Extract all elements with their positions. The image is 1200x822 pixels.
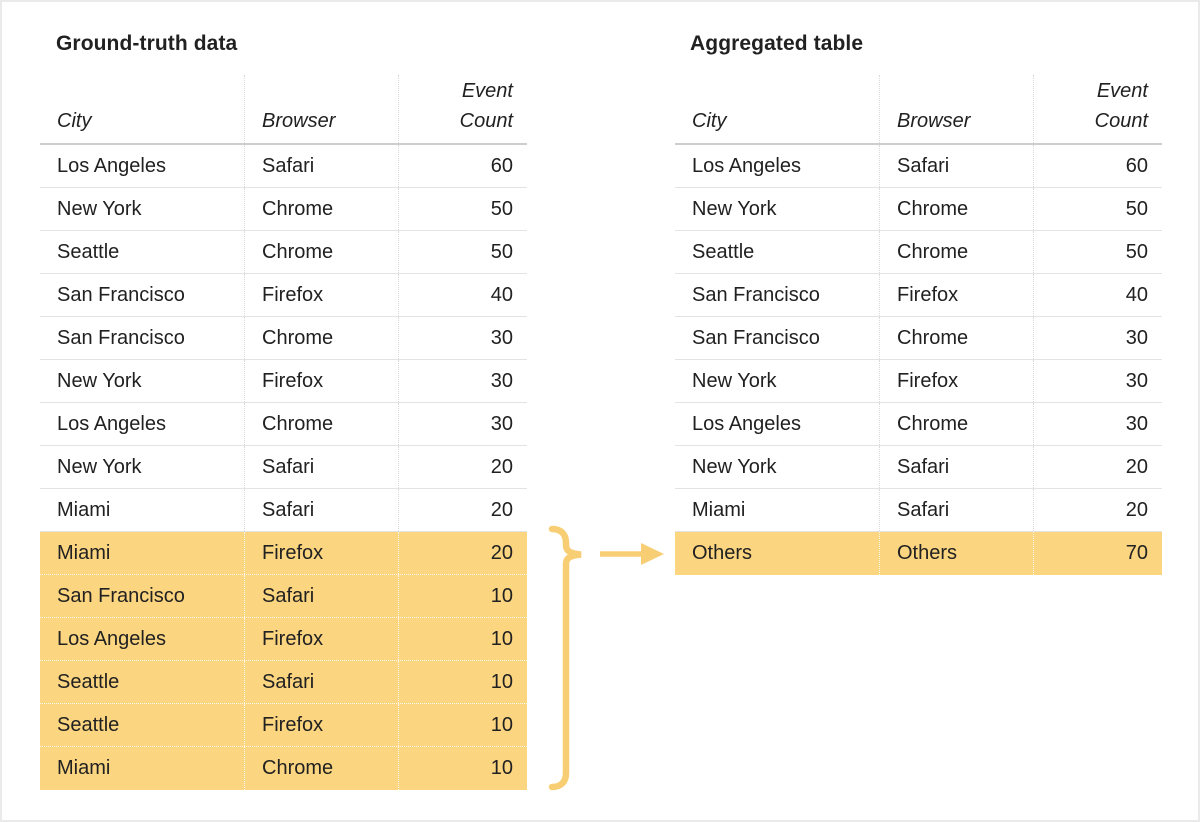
table-cell: 10 <box>490 627 513 650</box>
table-cell: 60 <box>490 154 513 177</box>
table-row-highlighted <box>40 532 527 575</box>
table-cell: San Francisco <box>40 274 245 316</box>
table-cell: Firefox <box>245 704 399 746</box>
brace-icon <box>548 525 586 791</box>
table-cell: New York <box>675 188 880 230</box>
table-cell: Seattle <box>40 661 245 703</box>
table-cell: 30 <box>1125 369 1148 392</box>
table-row <box>675 188 1162 231</box>
aggregated-title: Aggregated table <box>690 32 864 55</box>
column-header: City <box>675 75 880 143</box>
table-cell: 30 <box>490 326 513 349</box>
table-row <box>40 446 527 489</box>
table-row <box>675 317 1162 360</box>
table-cell: 20 <box>1125 498 1148 521</box>
table-cell: 30 <box>490 412 513 435</box>
table-header-row <box>675 75 1162 145</box>
table-cell: San Francisco <box>40 317 245 359</box>
table-cell: San Francisco <box>40 575 245 617</box>
table-cell: Miami <box>40 747 245 790</box>
table-row <box>40 188 527 231</box>
table-cell: Others <box>880 532 1034 575</box>
table-cell: 50 <box>490 197 513 220</box>
table-cell: 50 <box>1125 197 1148 220</box>
column-header: Browser <box>245 75 399 143</box>
table-cell: Los Angeles <box>40 618 245 660</box>
table-cell: Safari <box>245 446 399 488</box>
table-row <box>675 231 1162 274</box>
table-cell: San Francisco <box>675 274 880 316</box>
table-cell: Safari <box>880 145 1034 187</box>
table-row-highlighted <box>40 747 527 790</box>
table-cell: Firefox <box>245 274 399 316</box>
table-cell: Firefox <box>245 618 399 660</box>
table-cell: Others <box>675 532 880 575</box>
column-header: Event Count <box>1094 80 1148 132</box>
table-row <box>675 145 1162 188</box>
table-cell: 10 <box>490 713 513 736</box>
table-cell: 30 <box>1125 326 1148 349</box>
table-cell: Los Angeles <box>40 403 245 445</box>
table-cell: 20 <box>490 498 513 521</box>
column-header: Browser <box>880 75 1034 143</box>
table-row <box>40 489 527 532</box>
table-row-highlighted <box>40 575 527 618</box>
table-cell: Chrome <box>880 231 1034 273</box>
table-cell: Seattle <box>40 231 245 273</box>
table-cell: New York <box>675 360 880 402</box>
table-cell: San Francisco <box>675 317 880 359</box>
ground-truth-table <box>40 75 527 790</box>
table-row-highlighted <box>675 532 1162 575</box>
table-cell: Firefox <box>245 532 399 574</box>
table-row <box>40 317 527 360</box>
table-cell: Chrome <box>245 188 399 230</box>
table-row <box>675 489 1162 532</box>
arrow-right-icon <box>599 541 665 567</box>
table-cell: 30 <box>490 369 513 392</box>
table-cell: Seattle <box>675 231 880 273</box>
table-cell: Miami <box>40 489 245 531</box>
table-cell: Miami <box>40 532 245 574</box>
table-cell: 10 <box>490 670 513 693</box>
table-cell: Miami <box>675 489 880 531</box>
table-cell: 30 <box>1125 412 1148 435</box>
table-cell: 20 <box>1125 455 1148 478</box>
table-row <box>675 360 1162 403</box>
table-cell: Los Angeles <box>40 145 245 187</box>
table-cell: Chrome <box>245 747 399 790</box>
table-cell: Safari <box>245 489 399 531</box>
ground-truth-title: Ground-truth data <box>56 32 238 55</box>
table-cell: New York <box>40 446 245 488</box>
table-cell: New York <box>675 446 880 488</box>
table-row <box>675 403 1162 446</box>
table-cell: Los Angeles <box>675 145 880 187</box>
table-cell: 40 <box>1125 283 1148 306</box>
table-cell: 40 <box>490 283 513 306</box>
table-cell: 20 <box>490 455 513 478</box>
table-cell: Seattle <box>40 704 245 746</box>
table-cell: Chrome <box>245 317 399 359</box>
table-row-highlighted <box>40 618 527 661</box>
table-row <box>675 446 1162 489</box>
table-cell: 70 <box>1125 542 1148 564</box>
table-cell: Los Angeles <box>675 403 880 445</box>
table-cell: Chrome <box>245 231 399 273</box>
table-cell: Firefox <box>880 274 1034 316</box>
table-cell: Chrome <box>880 188 1034 230</box>
table-cell: Chrome <box>880 317 1034 359</box>
table-row <box>40 231 527 274</box>
table-row <box>40 145 527 188</box>
table-cell: 50 <box>1125 240 1148 263</box>
table-cell: Firefox <box>880 360 1034 402</box>
table-cell: Safari <box>880 489 1034 531</box>
table-cell: Chrome <box>880 403 1034 445</box>
table-header-row <box>40 75 527 145</box>
table-cell: Firefox <box>245 360 399 402</box>
table-cell: 10 <box>490 584 513 607</box>
column-header: City <box>40 75 245 143</box>
table-cell: New York <box>40 360 245 402</box>
table-row-highlighted <box>40 661 527 704</box>
table-cell: 10 <box>490 757 513 779</box>
table-row <box>675 274 1162 317</box>
table-cell: 50 <box>490 240 513 263</box>
table-row <box>40 274 527 317</box>
aggregated-table <box>675 75 1162 575</box>
column-header: Event Count <box>459 80 513 132</box>
table-cell: Safari <box>245 145 399 187</box>
table-cell: Safari <box>880 446 1034 488</box>
table-cell: Safari <box>245 661 399 703</box>
table-cell: Safari <box>245 575 399 617</box>
table-cell: Chrome <box>245 403 399 445</box>
table-row <box>40 403 527 446</box>
table-cell: New York <box>40 188 245 230</box>
table-cell: 60 <box>1125 154 1148 177</box>
table-row-highlighted <box>40 704 527 747</box>
table-row <box>40 360 527 403</box>
table-cell: 20 <box>490 541 513 564</box>
